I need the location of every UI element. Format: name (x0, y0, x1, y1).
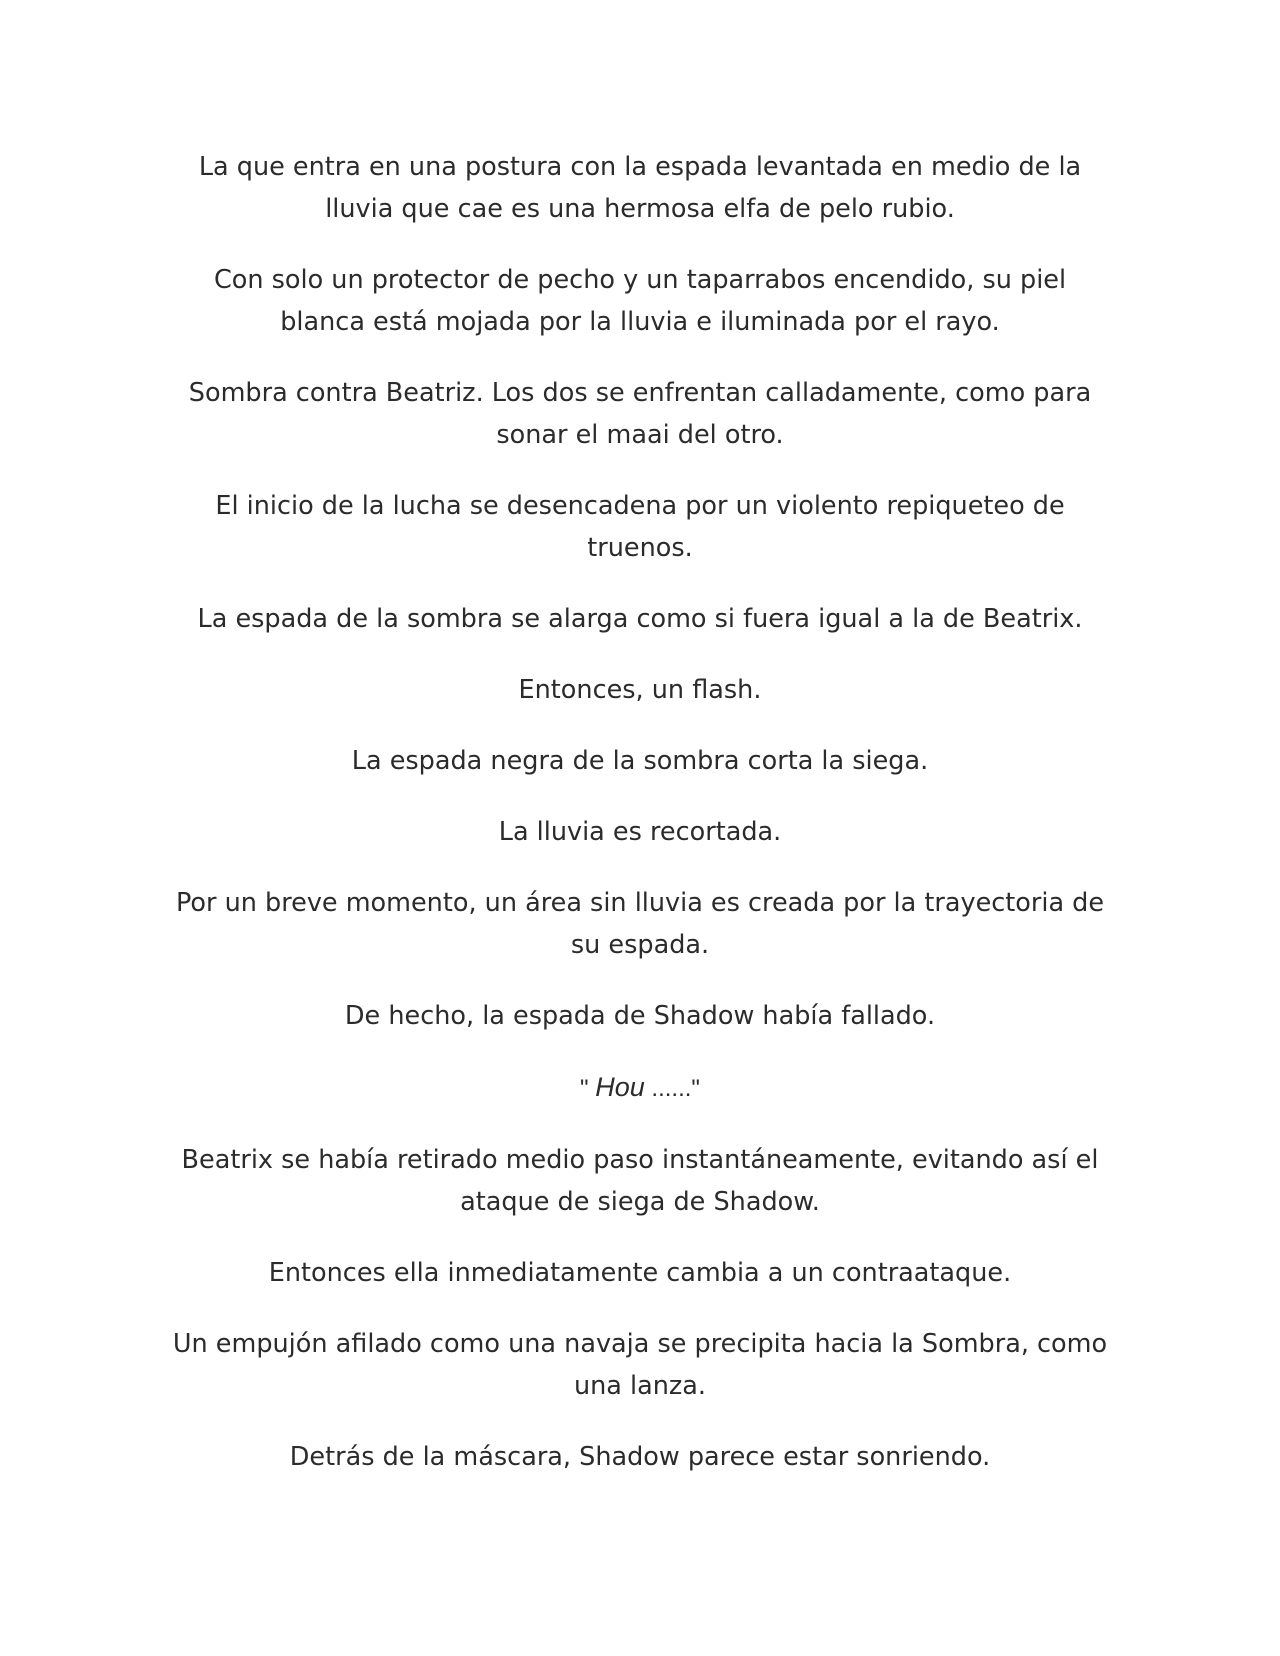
paragraph: La espada de la sombra se alarga como si fuera igual a la de Beatrix. (197, 604, 1083, 634)
paragraph: Sombra contra Beatriz. Los dos se enfrentan calladamente, como para sonar el maai del otro. (188, 378, 1092, 450)
paragraph: El inicio de la lucha se desencadena por un violento repiqueteo de truenos. (215, 491, 1065, 563)
paragraph: La lluvia es recortada. (498, 817, 782, 847)
quote-ellipsis-close: ......" (644, 1075, 700, 1102)
paragraph: Entonces, un flash. (518, 675, 762, 705)
paragraph: Beatrix se había retirado medio paso instantáneamente, evitando así el ataque de siega de Shadow. (181, 1145, 1099, 1217)
paragraph: La espada negra de la sombra corta la siega. (351, 746, 929, 776)
quote-word: Hou (595, 1072, 645, 1102)
paragraph: Con solo un protector de pecho y un taparrabos encendido, su piel blanca está mojada por la lluvia e iluminada por el rayo. (213, 265, 1067, 337)
paragraph: Por un breve momento, un área sin lluvia es creada por la trayectoria de su espada. (175, 888, 1105, 960)
paragraph: Entonces ella inmediatamente cambia a un contraataque. (268, 1258, 1012, 1288)
quote-open-mark: " (580, 1075, 596, 1102)
paragraph: La que entra en una postura con la espada levantada en medio de la lluvia que cae es una hermosa elfa de pelo rubio. (198, 152, 1082, 224)
paragraph: Un empujón afilado como una navaja se precipita hacia la Sombra, como una lanza. (172, 1329, 1108, 1401)
paragraph: Detrás de la máscara, Shadow parece estar sonriendo. (289, 1442, 991, 1472)
paragraph: De hecho, la espada de Shadow había fallado. (344, 1001, 936, 1031)
dialogue-quote (170, 1066, 1110, 1110)
body-text (170, 146, 1110, 1507)
